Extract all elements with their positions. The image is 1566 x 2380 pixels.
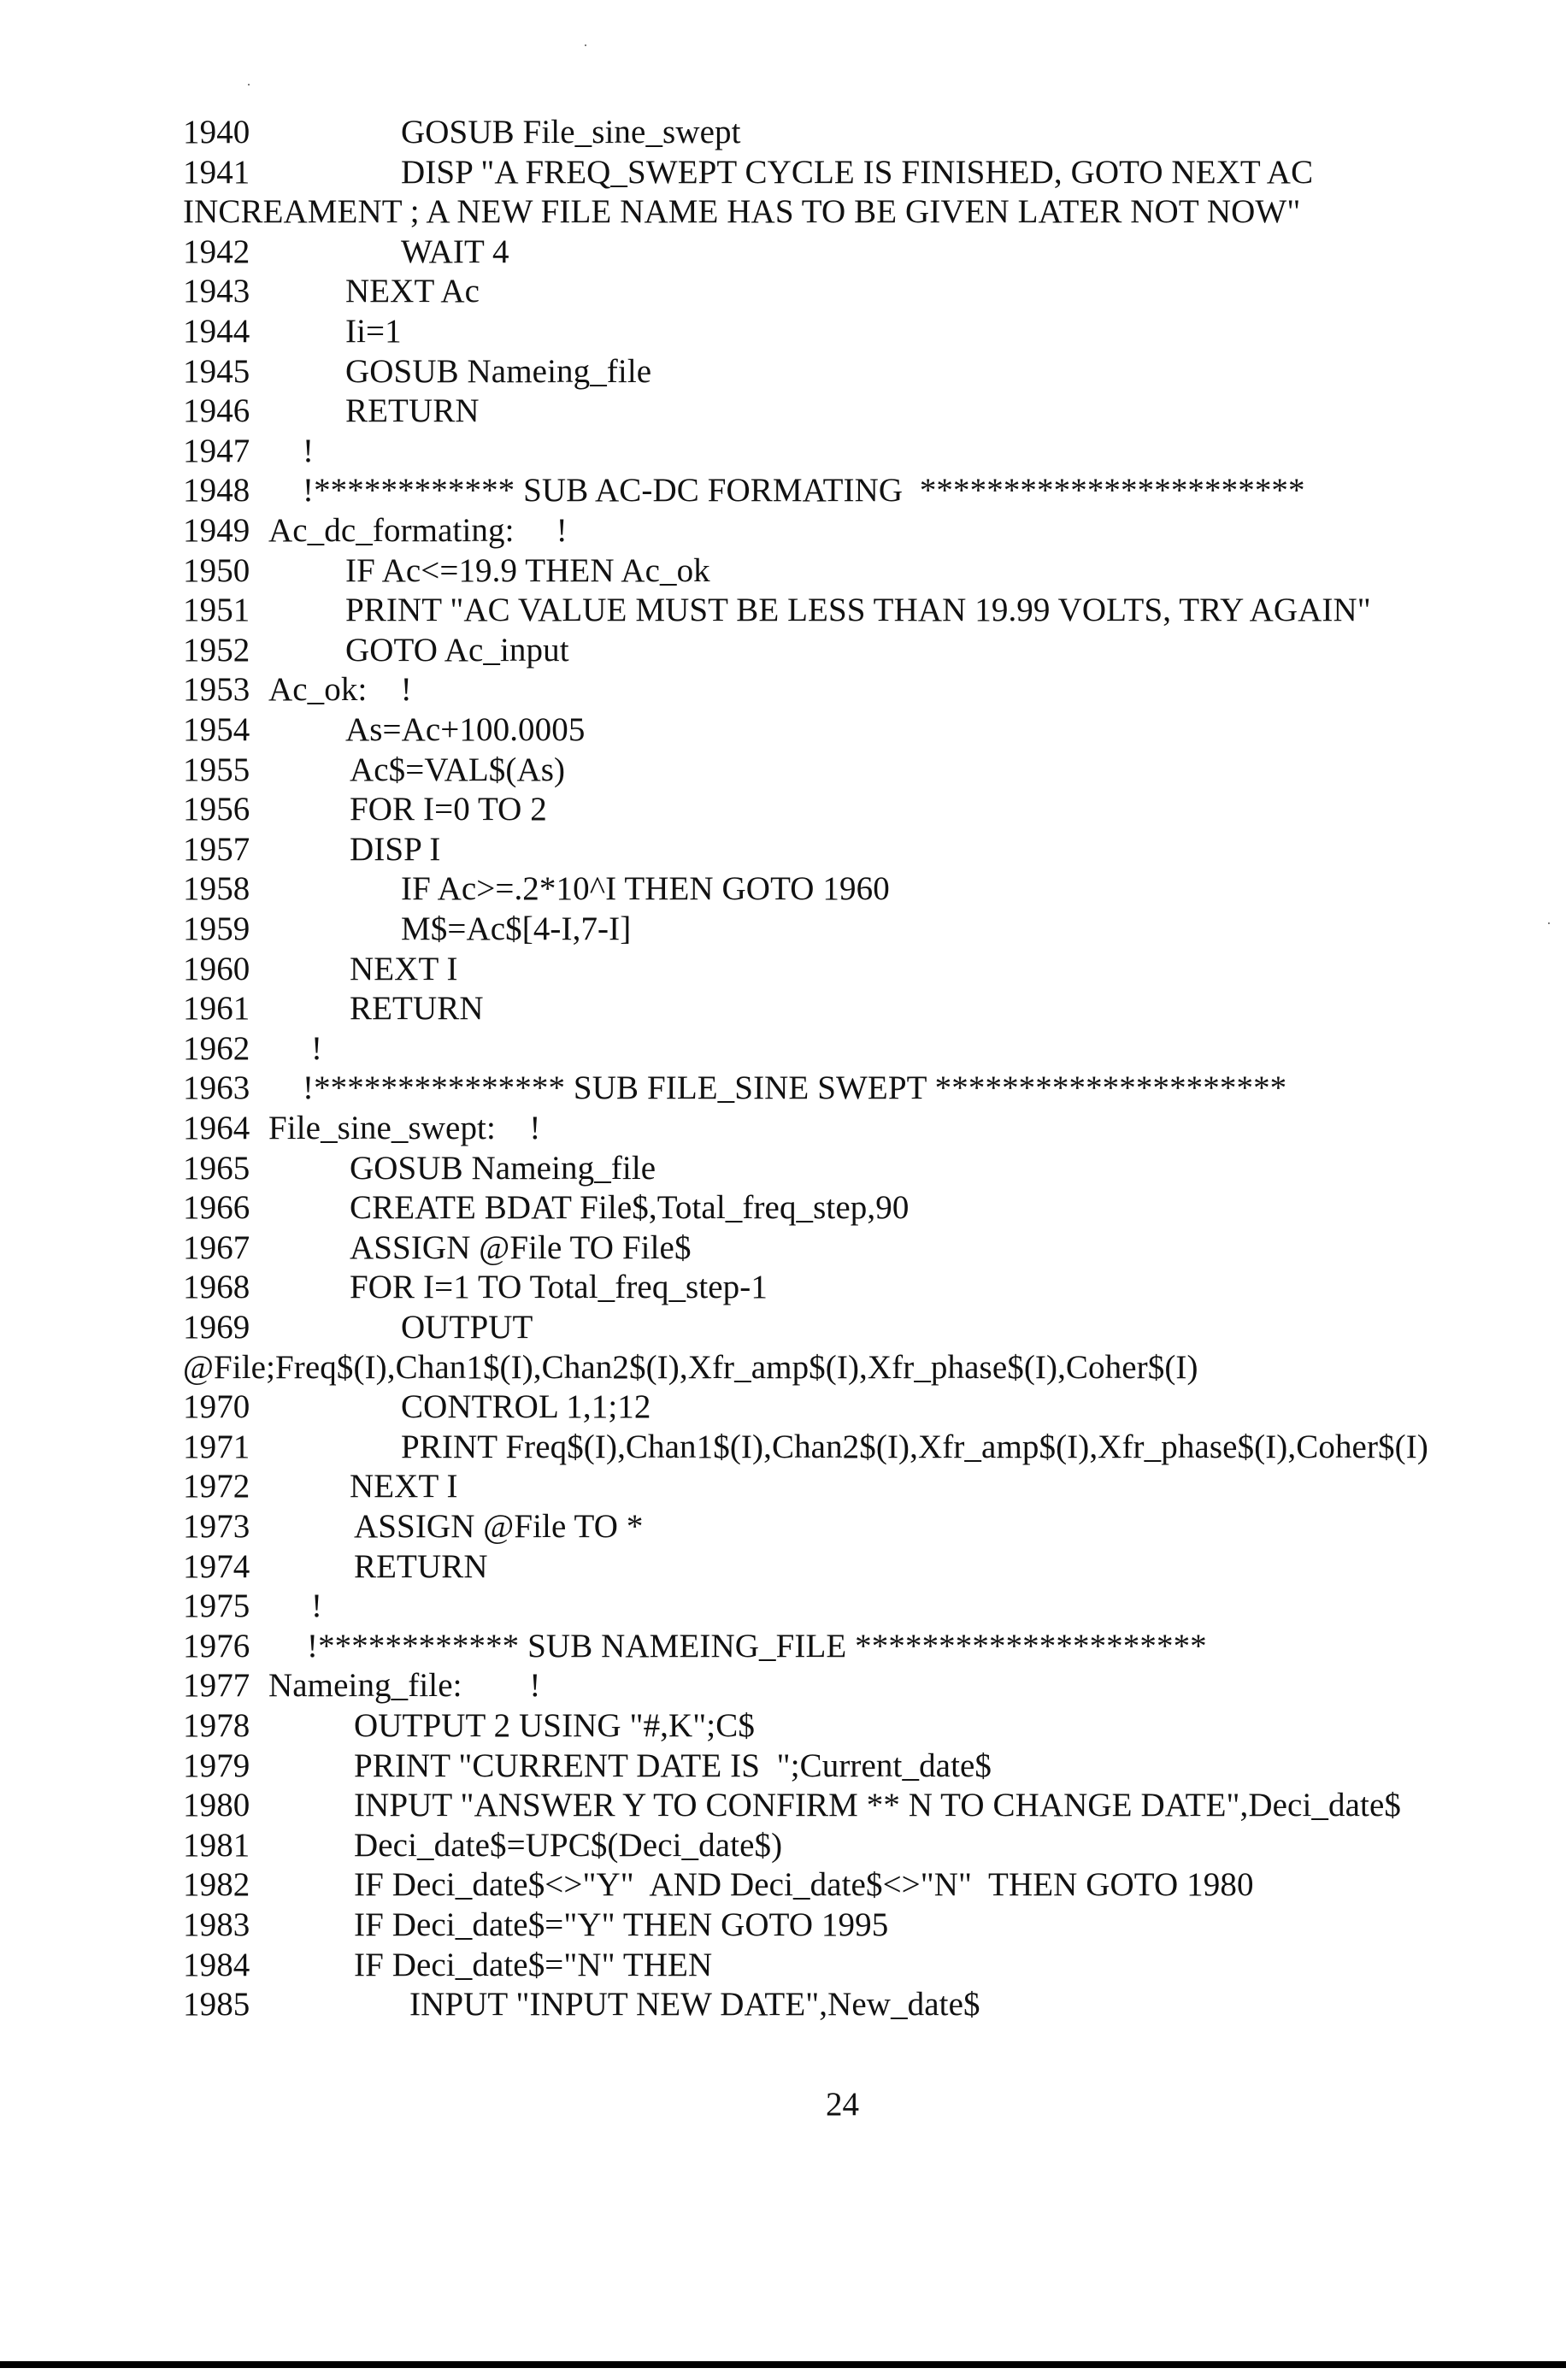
line-number: 1947 [183, 432, 250, 469]
line-code: OUTPUT [401, 1309, 533, 1346]
line-number: 1977 [183, 1667, 250, 1705]
line-number: 1963 [183, 1069, 250, 1107]
line-code: FOR I=0 TO 2 [350, 791, 547, 828]
line-number: 1975 [183, 1588, 250, 1625]
line-code: ! [311, 1588, 323, 1625]
line-code: PRINT "AC VALUE MUST BE LESS THAN 19.99 VOLTS, TRY AGAIN" [345, 592, 1371, 629]
line-number: 1983 [183, 1906, 250, 1943]
line-number: 1957 [183, 830, 250, 868]
page-number: 24 [826, 2086, 859, 2123]
line-code: IF Deci_date$="N" THEN [354, 1946, 713, 1983]
line-number: 1962 [183, 1029, 250, 1067]
line-number: 1959 [183, 910, 250, 947]
code-line-1984 [183, 1946, 713, 1984]
line-code: Ac_dc_formating: ! [268, 512, 568, 549]
line-code: INCREAMENT ; A NEW FILE NAME HAS TO BE GIVEN LATER NOT NOW" [183, 193, 1301, 231]
line-code: CONTROL 1,1;12 [401, 1388, 651, 1426]
line-code: DISP "A FREQ_SWEPT CYCLE IS FINISHED, GOTO NEXT AC [401, 153, 1314, 191]
code-line-1968 [183, 1269, 768, 1306]
line-code: File_sine_swept: ! [268, 1110, 541, 1146]
line-number: 1953 [183, 671, 250, 709]
line-number: 1961 [183, 990, 250, 1028]
line-code: Ac_ok: ! [268, 671, 412, 709]
line-code: GOSUB Nameing_file [345, 352, 652, 390]
line-code: OUTPUT 2 USING "#,K";C$ [354, 1707, 755, 1744]
line-number: 1974 [183, 1547, 250, 1585]
line-number: 1955 [183, 751, 250, 788]
line-number: 1948 [183, 472, 250, 510]
code-line-1976 [183, 1627, 1207, 1665]
line-code: GOTO Ac_input [345, 631, 569, 669]
line-code: GOSUB File_sine_swept [401, 114, 741, 150]
line-code: As=Ac+100.0005 [345, 711, 586, 748]
line-number: 1980 [183, 1787, 250, 1824]
line-number: 1966 [183, 1189, 250, 1227]
line-code: !************ SUB AC-DC FORMATING *********************** [303, 472, 1305, 510]
scan-bottom-edge [0, 2361, 1566, 2368]
code-line-1969 [183, 1309, 533, 1346]
line-code: PRINT Freq$(I),Chan1$(I),Chan2$(I),Xfr_amp$(I),Xfr_phase$(I),Coher$(I) [401, 1428, 1428, 1465]
line-number: 1944 [183, 313, 250, 350]
line-code: IF Deci_date$="Y" THEN GOTO 1995 [354, 1906, 889, 1943]
code-line-1943 [183, 273, 480, 310]
code-line-1957 [183, 830, 441, 869]
line-code: !*************** SUB FILE_SINE SWEPT ********************* [303, 1069, 1287, 1107]
line-code: FOR I=1 TO Total_freq_step-1 [350, 1269, 768, 1306]
code-line-1950 [183, 551, 710, 590]
line-number: 1972 [183, 1468, 250, 1505]
code-line-1977 [183, 1667, 541, 1705]
line-number: 1984 [183, 1946, 250, 1983]
code-line-1948 [183, 472, 1305, 510]
code-line-1962 [183, 1029, 323, 1068]
line-number: 1946 [183, 392, 250, 430]
code-line-1946 [183, 392, 480, 430]
line-code: GOSUB Nameing_file [350, 1149, 656, 1187]
code-line-1963 [183, 1069, 1287, 1107]
line-code: NEXT I [350, 1468, 458, 1505]
code-line-1949 [183, 512, 568, 550]
line-code: INPUT "INPUT NEW DATE",New_date$ [409, 1986, 980, 2024]
line-code: NEXT Ac [345, 273, 480, 310]
line-number: 1982 [183, 1866, 250, 1904]
line-number: 1971 [183, 1428, 250, 1465]
line-number: 1970 [183, 1388, 250, 1426]
line-code: Ac$=VAL$(As) [350, 751, 566, 788]
scan-speck [248, 84, 250, 85]
line-number: 1978 [183, 1707, 250, 1744]
line-number: 1985 [183, 1986, 250, 2024]
code-line-1970 [183, 1388, 651, 1426]
scan-speck [585, 44, 586, 46]
line-code: RETURN [350, 990, 484, 1028]
code-line-1975 [183, 1588, 323, 1625]
line-number: 1965 [183, 1149, 250, 1187]
line-number: 1968 [183, 1269, 250, 1306]
line-number: 1943 [183, 273, 250, 310]
line-number: 1942 [183, 233, 250, 270]
line-code: Nameing_file: ! [268, 1667, 541, 1705]
code-line-1980 [183, 1787, 1401, 1824]
code-line-1964 [183, 1110, 541, 1147]
line-number: 1954 [183, 711, 250, 748]
line-code: ! [303, 432, 315, 469]
line-number: 1973 [183, 1508, 250, 1545]
code-line-1945 [183, 352, 652, 391]
line-number: 1967 [183, 1228, 250, 1266]
code-line-1978 [183, 1707, 755, 1745]
line-code: Ii=1 [345, 313, 402, 350]
line-code: NEXT I [350, 950, 458, 987]
code-line-1966 [183, 1189, 910, 1227]
code-line-1983 [183, 1906, 889, 1944]
scan-speck [1548, 922, 1550, 924]
line-code: Deci_date$=UPC$(Deci_date$) [354, 1826, 783, 1864]
line-number: 1941 [183, 153, 250, 191]
line-code: M$=Ac$[4-I,7-I] [401, 910, 632, 947]
line-code: RETURN [345, 392, 480, 430]
code-line-1965 [183, 1149, 656, 1187]
line-code: RETURN [354, 1547, 488, 1585]
code-line-1951 [183, 592, 1371, 629]
line-code: IF Deci_date$<>"Y" AND Deci_date$<>"N" THEN GOTO 1980 [354, 1866, 1254, 1904]
line-number: 1958 [183, 870, 250, 908]
code-line-1972 [183, 1468, 458, 1505]
code-line-1971 [183, 1428, 1428, 1466]
line-code: @File;Freq$(I),Chan1$(I),Chan2$(I),Xfr_amp$(I),Xfr_phase$(I),Coher$(I) [183, 1348, 1198, 1386]
line-number: 1951 [183, 592, 250, 629]
line-number: 1949 [183, 512, 250, 549]
code-line-1985 [183, 1986, 980, 2024]
line-code: !************ SUB NAMEING_FILE ********************* [307, 1627, 1207, 1664]
line-code: IF Ac>=.2*10^I THEN GOTO 1960 [401, 870, 890, 908]
line-code: WAIT 4 [401, 233, 509, 270]
code-line-1956 [183, 791, 547, 828]
code-line-1944 [183, 313, 402, 351]
code-line-1954 [183, 711, 586, 749]
line-number: 1940 [183, 114, 250, 150]
line-number: 1960 [183, 950, 250, 987]
code-line-1961 [183, 990, 484, 1028]
code-line-1941 [183, 153, 1314, 191]
code-line-1960 [183, 950, 458, 988]
code-line-1942 [183, 233, 509, 271]
code-line-1955 [183, 751, 566, 789]
line-number: 1956 [183, 791, 250, 828]
code-line-1974 [183, 1547, 488, 1586]
code-line-1958 [183, 870, 890, 908]
code-line-1973 [183, 1508, 644, 1546]
line-code: ASSIGN @File TO * [354, 1508, 644, 1545]
line-number: 1950 [183, 551, 250, 589]
line-code: IF Ac<=19.9 THEN Ac_ok [345, 551, 710, 589]
code-line-1940 [183, 114, 741, 151]
line-number: 1981 [183, 1826, 250, 1864]
code-line-1947 [183, 432, 315, 470]
line-code: INPUT "ANSWER Y TO CONFIRM ** N TO CHANGE DATE",Deci_date$ [354, 1787, 1401, 1824]
code-line-1981 [183, 1826, 783, 1865]
code-line-1967 [183, 1228, 692, 1267]
line-number: 1964 [183, 1110, 250, 1146]
code-line-1952 [183, 631, 569, 669]
line-number: 1979 [183, 1747, 250, 1784]
line-code: PRINT "CURRENT DATE IS ";Current_date$ [354, 1747, 992, 1784]
line-code: ! [311, 1029, 323, 1067]
code-line-1959 [183, 910, 632, 948]
code-line-1953 [183, 671, 412, 709]
line-number: 1969 [183, 1309, 250, 1346]
line-code: CREATE BDAT File$,Total_freq_step,90 [350, 1189, 910, 1227]
line-number: 1976 [183, 1627, 250, 1664]
line-code: DISP I [350, 830, 441, 868]
code-line-1979 [183, 1747, 992, 1785]
line-number: 1945 [183, 352, 250, 390]
code-line-1982 [183, 1866, 1254, 1904]
line-code: ASSIGN @File TO File$ [350, 1228, 692, 1266]
line-number: 1952 [183, 631, 250, 669]
